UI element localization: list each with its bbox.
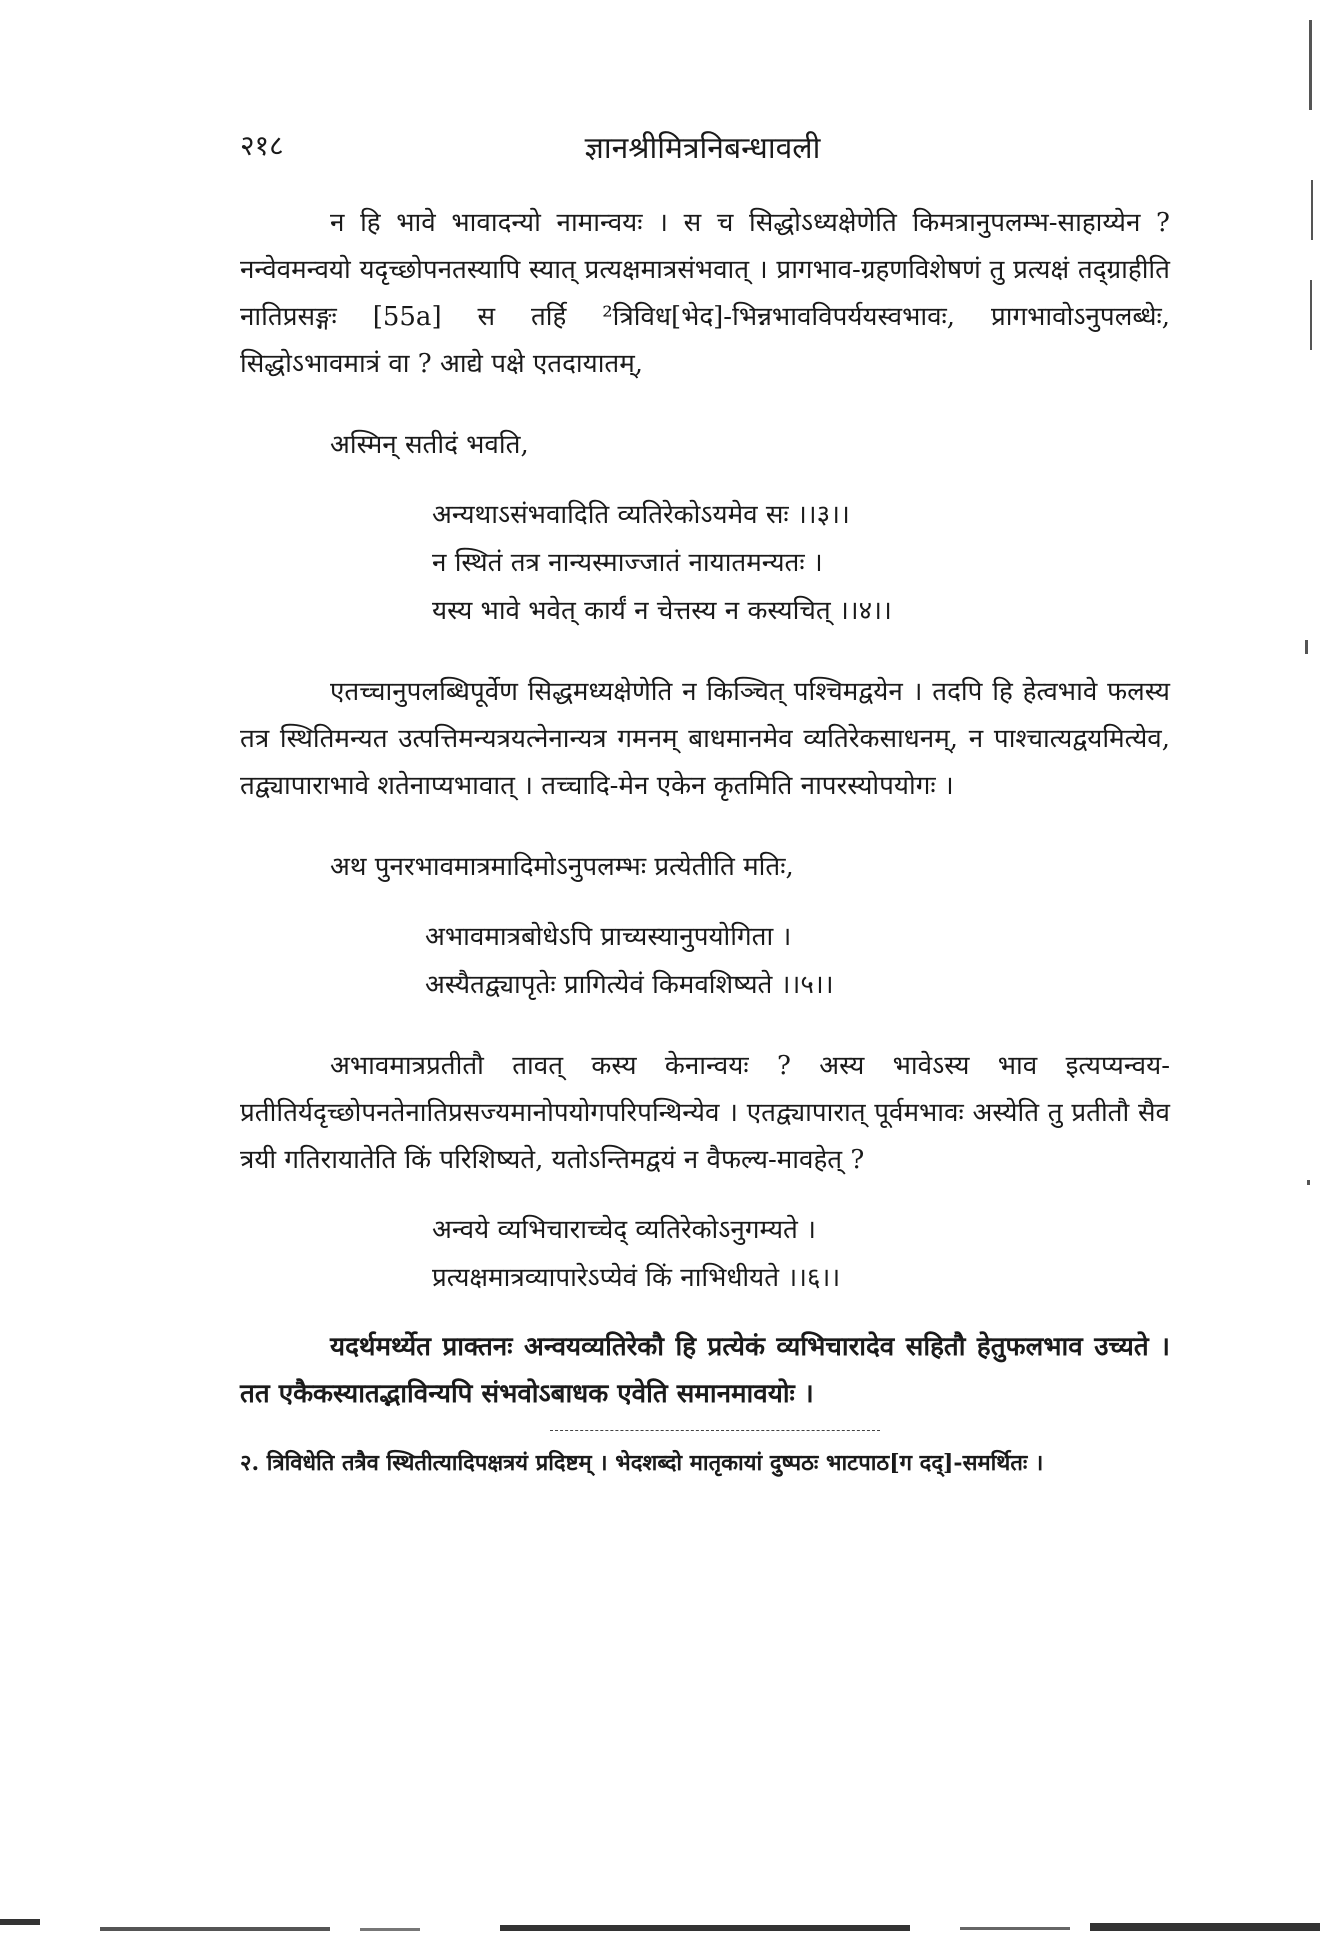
scan-bottom-artifact [0,1897,1325,1937]
running-header [240,126,1165,166]
verse-line: अस्यैतद्व्यापृतेः प्रागित्येवं किमवशिष्यते ।।५।। [425,970,834,1000]
running-title: ज्ञानश्रीमित्रनिबन्धावली [584,131,821,166]
page-number: २१८ [240,129,284,162]
verse-line: अभावमात्रबोधेऽपि प्राच्यस्यानुपयोगिता । [425,922,792,952]
verse-line: अन्वये व्यभिचाराच्चेद् व्यतिरेकोऽनुगम्यते । [432,1215,816,1245]
paragraph-1: न हि भावे भावादन्यो नामान्वयः । स च सिद्धोऽध्यक्षेणेति किमत्रानुपलम्भ-साहाय्येन ? नन्वेवमन्वयो यदृच्छोपनतस्यापि स्यात् प्रत्यक्षमात्रसंभवात् । प्रागभाव-ग्रहणविशेषणं तु प्रत्यक्षं तद्ग्राहीति नातिप्रसङ्गः [55a] स तर्हि ²त्रिविध[भेद]-भिन्नभावविपर्ययस्वभावः, प्रागभावोऽनुपलब्धेः, सिद्धोऽभावमात्रं वा ? आद्ये पक्षे एतदायातम्, [240,208,1170,379]
page-body [240,200,1170,1485]
verse-line: न स्थितं तत्र नान्यस्माज्जातं नायातमन्यतः । [432,548,823,578]
verse-line: अन्यथाऽसंभवादिति व्यतिरेकोऽयमेव सः ।।३।। [432,500,850,530]
paragraph-6: यदर्थमर्थ्येत प्राक्तनः अन्वयव्यतिरेकौ हि प्रत्येकं व्यभिचारादेव सहितौ हेतुफलभाव उच्यते । तत एकैकस्यातद्भाविन्यपि संभवोऽबाधक एवेति समानमावयोः । [240,1332,1170,1409]
footnote-rule [550,1430,880,1431]
scan-edge-artifact [1297,0,1325,1937]
paragraph-5: अभावमात्रप्रतीतौ तावत् कस्य केनान्वयः ? अस्य भावेऽस्य भाव इत्यप्यन्वय-प्रतीतिर्यदृच्छोपनतेनातिप्रसज्यमानोपयोगपरिपन्थिन्येव । एतद्व्यापारात् पूर्वमभावः अस्येति तु प्रतीतौ सैव त्रयी गतिरायातेति किं परिशिष्यते, यतोऽन्तिमद्वयं न वैफल्य-मावहेत् ? [240,1051,1170,1175]
verse-block-2 [240,913,1170,1009]
verse-block-3 [240,1206,1170,1302]
paragraph-2: अस्मिन् सतीदं भवति, [330,430,529,460]
verse-line: यस्य भावे भवेत् कार्यं न चेत्तस्य न कस्यचित् ।।४।। [432,596,892,626]
verse-line: प्रत्यक्षमात्रव्यापारेऽप्येवं किं नाभिधीयते ।।६।। [432,1263,841,1293]
paragraph-4: अथ पुनरभावमात्रमादिमोऽनुपलम्भः प्रत्येतीति मतिः, [330,852,794,882]
verse-block-1 [240,491,1170,635]
paragraph-3: एतच्चानुपलब्धिपूर्वेण सिद्धमध्यक्षेणेति न किञ्चित् पश्चिमद्वयेन । तदपि हि हेत्वभावे फलस्य तत्र स्थितिमन्यत उत्पत्तिमन्यत्रयत्नेनान्यत्र गमनम् बाधमानमेव व्यतिरेकसाधनम्, न पाश्चात्यद्वयमित्येव, तद्व्यापाराभावे शतेनाप्यभावात् । तच्चादि-मेन एकेन कृतमिति नापरस्योपयोगः । [240,677,1170,801]
footnote: २. त्रिविधेति तत्रैव स्थितीत्यादिपक्षत्रयं प्रदिष्टम् । भेदशब्दो मातृकायां दुष्पठः भाटपाठ[ग दद्]-समर्थितः । [240,1450,1044,1476]
